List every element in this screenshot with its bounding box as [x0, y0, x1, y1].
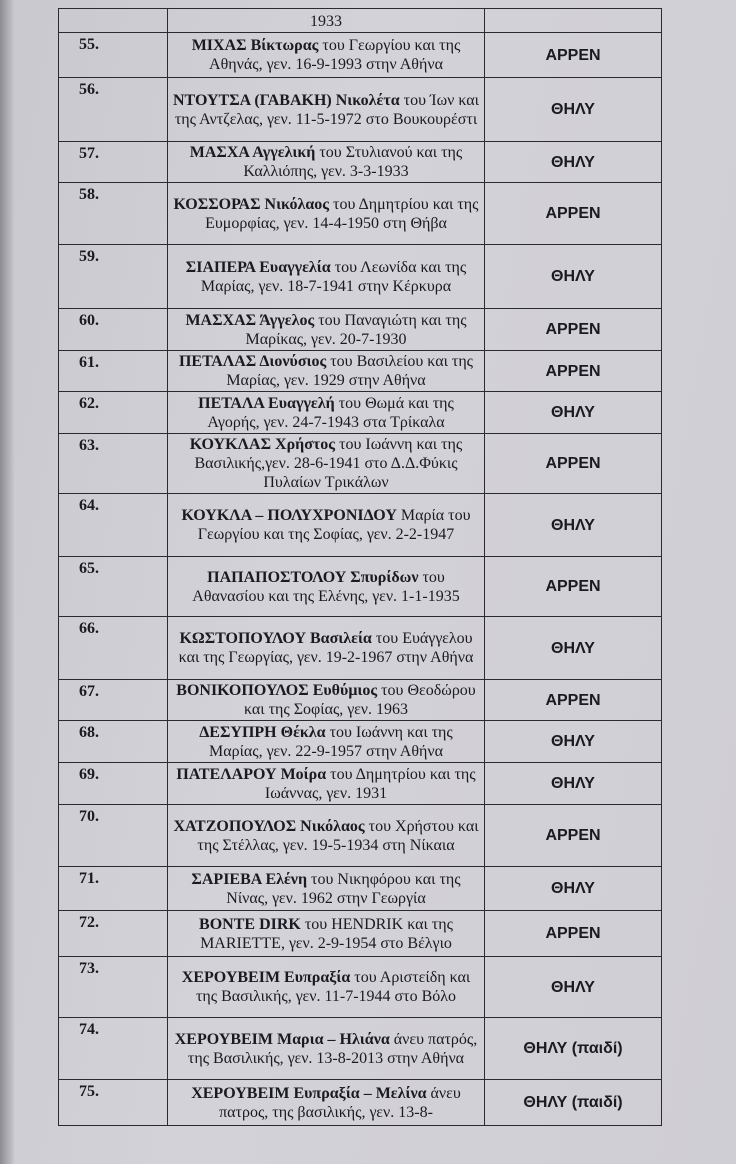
entry-details: του Χρήστου και της Στέλλας, γεν. 19-5-1934 στη Νίκαια — [197, 817, 479, 854]
entry-name: ΠΕΤΑΛΑ Ευαγγελή — [198, 394, 335, 412]
entry-details: του HENDRIK και της MARIETTE, γεν. 2-9-1954 στο Βέλγιο — [200, 915, 453, 952]
entry-gender: ΘΗΛΥ — [485, 721, 662, 763]
entry-description — [168, 245, 485, 309]
entry-number: 69. — [59, 763, 168, 805]
entry-number — [59, 9, 168, 33]
entry-gender: ΘΗΛΥ — [485, 957, 662, 1018]
entry-description — [168, 351, 485, 392]
entry-gender: ΘΗΛΥ — [485, 763, 662, 805]
entry-description — [168, 680, 485, 721]
table-row — [59, 867, 662, 911]
entry-number: 65. — [59, 557, 168, 617]
entry-gender: ΑΡΡΕΝ — [485, 33, 662, 78]
entry-details: του Βασιλείου και της Μαρίας, γεν. 1929 στην Αθήνα — [226, 353, 474, 389]
table-row — [59, 957, 662, 1018]
entry-details: άνευ πατρός, της Βασιλικής, γεν. 13-8-2013 στην Αθήνα — [187, 1030, 478, 1067]
roster-body — [59, 9, 662, 1126]
entry-name: ΧΑΤΖΟΠΟΥΛΟΣ Νικόλαος — [173, 817, 365, 835]
entry-description — [168, 183, 485, 245]
entry-gender: ΑΡΡΕΝ — [485, 805, 662, 867]
entry-description — [168, 957, 485, 1018]
entry-description — [168, 309, 485, 351]
entry-gender: ΘΗΛΥ — [485, 867, 662, 911]
entry-name: ΣΙΑΠΕΡΑ Ευαγγελία — [185, 258, 331, 276]
entry-name: ΣΑΡΙΕΒΑ Ελένη — [191, 870, 308, 888]
entry-description — [168, 494, 485, 557]
entry-details: του Ευάγγελου και της Γεωργίας, γεν. 19-2-1967 στην Αθήνα — [178, 630, 474, 666]
entry-number: 59. — [59, 245, 168, 309]
table-row — [59, 245, 662, 309]
entry-number: 70. — [59, 805, 168, 867]
entry-name: ΧΕΡΟΥΒΕΙΜ Ευπραξία – Μελίνα — [191, 1084, 427, 1102]
entry-description — [168, 557, 485, 617]
table-row — [59, 434, 662, 494]
entry-gender: ΘΗΛΥ — [485, 617, 662, 680]
entry-name: ΠΑΠΑΠΟΣΤΟΛΟΥ Σπυρίδων — [207, 568, 419, 586]
entry-name: ΚΟΣΣΟΡΑΣ Νικόλαος — [173, 195, 330, 213]
entry-name: ΜΑΣΧΑ Αγγελική — [189, 144, 316, 161]
entry-number: 61. — [59, 351, 168, 392]
entry-name: ΒΟΝΙΚΟΠΟΥΛΟΣ Ευθύμιος — [176, 682, 378, 699]
entry-number: 64. — [59, 494, 168, 557]
table-row — [59, 557, 662, 617]
table-row — [59, 183, 662, 245]
table-row — [59, 142, 662, 183]
entry-number: 58. — [59, 183, 168, 245]
table-row — [59, 494, 662, 557]
entry-gender: ΘΗΛΥ — [485, 245, 662, 309]
entry-description — [168, 867, 485, 911]
table-row — [59, 911, 662, 957]
entry-description — [168, 721, 485, 763]
entry-gender: ΑΡΡΕΝ — [485, 183, 662, 245]
table-row — [59, 721, 662, 763]
entry-description — [168, 805, 485, 867]
entry-number: 63. — [59, 434, 168, 494]
entry-gender — [485, 9, 662, 33]
entry-description — [168, 434, 485, 494]
entry-name: ΚΩΣΤΟΠΟΥΛΟΥ Βασιλεία — [179, 630, 372, 647]
entry-details: του Παναγιώτη και της Μαρίκας, γεν. 20-7-1930 — [245, 311, 467, 348]
entry-gender: ΘΗΛΥ — [485, 494, 662, 557]
entry-number: 62. — [59, 392, 168, 434]
entry-gender: ΑΡΡΕΝ — [485, 557, 662, 617]
table-row — [59, 1080, 662, 1126]
entry-details: του Αθανασίου και της Ελένης, γεν. 1-1-1935 — [192, 568, 460, 605]
entry-gender: ΑΡΡΕΝ — [485, 351, 662, 392]
entry-number: 75. — [59, 1080, 168, 1126]
entry-details: του Ιωάννη και της Βασιλικής,γεν. 28-6-1941 στο Δ.Δ.Φύκις Πυλαίων Τρικάλων — [194, 436, 463, 491]
entry-details: Μαρία του Γεωργίου και της Σοφίας, γεν. 2-2-1947 — [197, 507, 471, 543]
table-row — [59, 78, 662, 142]
entry-description — [168, 617, 485, 680]
entry-name: ΜΙΧΑΣ Βίκτωρας — [191, 37, 319, 54]
table-row — [59, 763, 662, 805]
entry-name: ΚΟΥΚΛΑ – ΠΟΛΥΧΡΟΝΙΔΟΥ — [181, 507, 397, 524]
entry-name: ΧΕΡΟΥΒΕΙΜ Ευπραξία — [181, 969, 351, 986]
entry-number: 66. — [59, 617, 168, 680]
entry-name: ΝΤΟΥΤΣΑ (ΓΑΒΑΚΗ) Νικολέτα — [173, 91, 400, 109]
table-row — [59, 680, 662, 721]
table-row — [59, 392, 662, 434]
table-row — [59, 33, 662, 78]
entry-details: του Γεωργίου και της Αθηνάς, γεν. 16-9-1993 στην Αθήνα — [209, 37, 461, 73]
entry-gender: ΑΡΡΕΝ — [485, 309, 662, 351]
table-row — [59, 1018, 662, 1080]
entry-description — [168, 1080, 485, 1126]
page-edge-shadow — [0, 0, 14, 1164]
entry-number: 68. — [59, 721, 168, 763]
entry-description — [168, 78, 485, 142]
entry-number: 73. — [59, 957, 168, 1018]
entry-gender: ΘΗΛΥ — [485, 142, 662, 183]
entry-number: 67. — [59, 680, 168, 721]
entry-description: 1933 — [168, 9, 485, 33]
entry-number: 60. — [59, 309, 168, 351]
entry-details: του Αριστείδη και της Βασιλικής, γεν. 11-7-1944 στο Βόλο — [195, 969, 471, 1005]
entry-name: ΧΕΡΟΥΒΕΙΜ Μαρια – Ηλιάνα — [174, 1030, 390, 1048]
entry-details: του Θεοδώρου και της Σοφίας, γεν. 1963 — [243, 682, 476, 718]
table-row — [59, 805, 662, 867]
table-row — [59, 351, 662, 392]
table-row — [59, 309, 662, 351]
entry-gender: ΘΗΛΥ — [485, 392, 662, 434]
entry-details: του Λεωνίδα και της Μαρίας, γεν. 18-7-1941 στην Κέρκυρα — [200, 258, 467, 295]
entry-name: ΔΕΣΥΠΡΗ Θέκλα — [199, 723, 326, 741]
entry-number: 71. — [59, 867, 168, 911]
entry-details: του Δημητρίου και της Ιωάννας, γεν. 1931 — [264, 765, 476, 802]
entry-name: ΠΑΤΕΛΑΡΟΥ Μοίρα — [176, 765, 327, 783]
entry-description — [168, 763, 485, 805]
entry-gender: ΘΗΛΥ (παιδί) — [485, 1080, 662, 1126]
entry-gender: ΘΗΛΥ (παιδί) — [485, 1018, 662, 1080]
entry-name: BONTE DIRK — [199, 915, 301, 933]
entry-description — [168, 142, 485, 183]
entry-description — [168, 392, 485, 434]
entry-description — [168, 1018, 485, 1080]
table-row — [59, 617, 662, 680]
entry-details: του Θωμά και της Αγορής, γεν. 24-7-1943 στα Τρίκαλα — [207, 394, 454, 431]
table-row-continuation — [59, 9, 662, 33]
entry-details: του Νικηφόρου και της Νίνας, γεν. 1962 στην Γεωργία — [226, 870, 461, 907]
entry-name: ΠΕΤΑΛΑΣ Διονύσιος — [178, 353, 327, 370]
entry-gender: ΘΗΛΥ — [485, 78, 662, 142]
entry-number: 72. — [59, 911, 168, 957]
entry-gender: ΑΡΡΕΝ — [485, 434, 662, 494]
entry-number: 74. — [59, 1018, 168, 1080]
entry-number: 57. — [59, 142, 168, 183]
entry-number: 56. — [59, 78, 168, 142]
entry-description — [168, 911, 485, 957]
entry-details: του Ίων και της Αντζελας, γεν. 11-5-1972 στο Βουκουρέστι — [174, 91, 479, 128]
entry-details: άνευ πατρος, της βασιλικής, γεν. 13-8- — [219, 1084, 461, 1121]
entry-gender: ΑΡΡΕΝ — [485, 911, 662, 957]
entry-gender: ΑΡΡΕΝ — [485, 680, 662, 721]
entry-name: ΜΑΣΧΑΣ Άγγελος — [185, 311, 315, 329]
entry-details: του Στυλιανού και της Καλλιόπης, γεν. 3-3-1933 — [243, 144, 463, 180]
entry-details: του Δημητρίου και της Ευμορφίας, γεν. 14-4-1950 στη Θήβα — [205, 195, 479, 232]
entry-details: του Ιωάννη και της Μαρίας, γεν. 22-9-1957 στην Αθήνα — [209, 723, 453, 760]
entry-description — [168, 33, 485, 78]
entry-name: ΚΟΥΚΛΑΣ Χρήστος — [189, 436, 336, 453]
roster-table — [58, 8, 662, 1126]
entry-number: 55. — [59, 33, 168, 78]
